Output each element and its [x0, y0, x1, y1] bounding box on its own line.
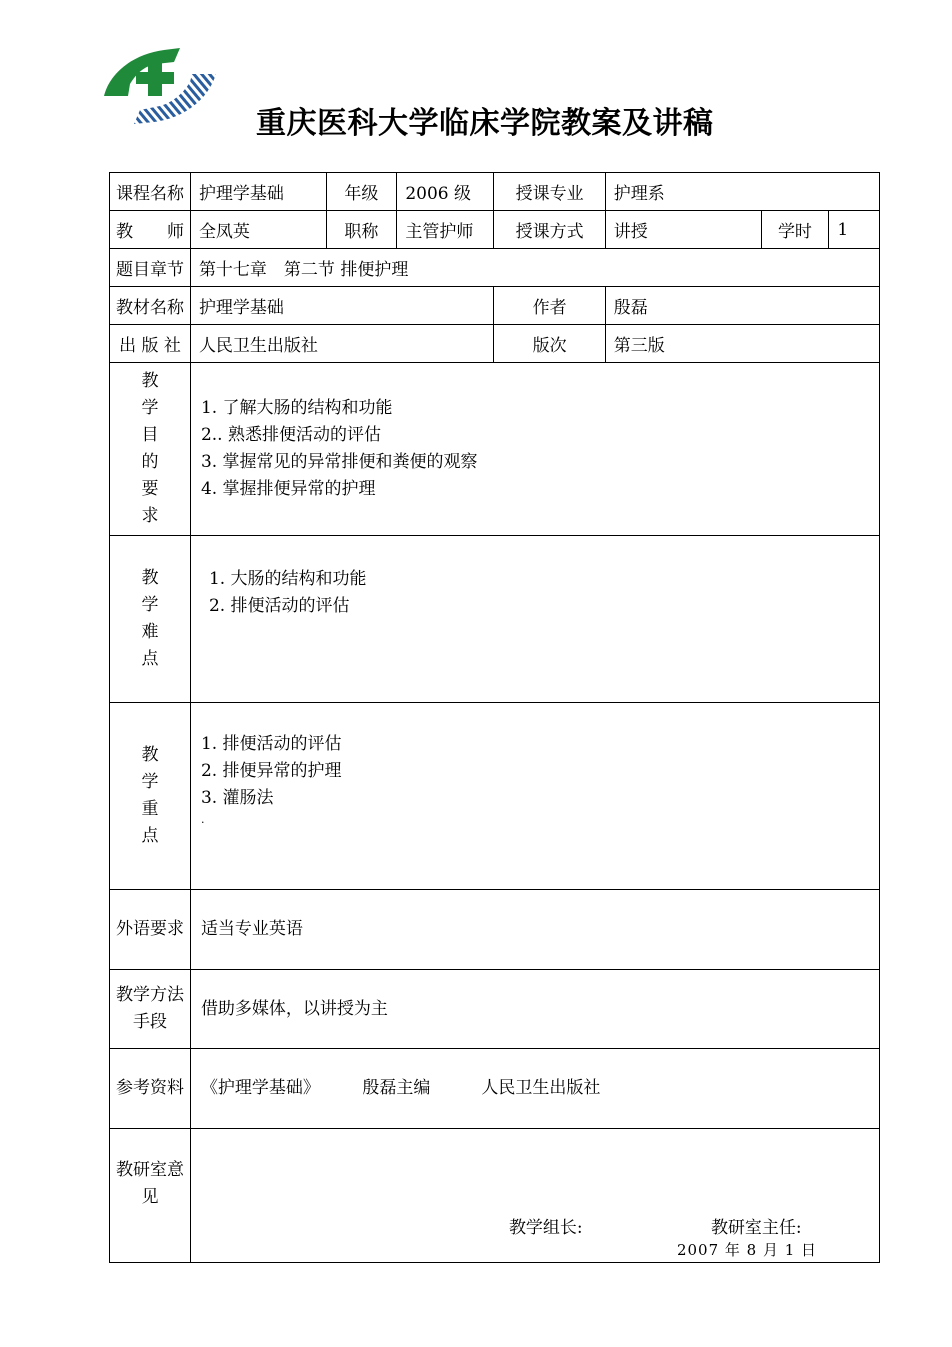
course-label: 课程名称 — [110, 173, 191, 211]
key-points-list — [190, 703, 879, 890]
list-item: 3. 灌肠法 — [200, 788, 274, 808]
list-item: 2. 排便异常的护理 — [200, 761, 342, 781]
objectives-label: 教 学 目 的 要 求 — [110, 363, 191, 536]
teaching-mode-label: 授课方式 — [494, 211, 605, 249]
department-opinion-row — [110, 1129, 880, 1263]
key-points-label: 教 学 重 点 — [110, 703, 191, 890]
hours-label: 学时 — [761, 211, 829, 249]
textbook-label: 教材名称 — [110, 287, 191, 325]
author-value: 殷磊 — [605, 287, 879, 325]
major-label: 授课专业 — [494, 173, 605, 211]
teaching-mode-value: 讲授 — [605, 211, 761, 249]
references-row — [110, 1049, 880, 1129]
hours-value: 1 — [829, 211, 880, 249]
page-title: 重庆医科大学临床学院教案及讲稿 — [256, 106, 714, 141]
teaching-method-row — [110, 970, 880, 1049]
department-opinion-label: 教研室意见 — [110, 1129, 191, 1263]
list-item: 4. 掌握排便异常的护理 — [200, 479, 376, 499]
objectives-list — [190, 363, 879, 536]
teacher-value: 全凤英 — [190, 211, 326, 249]
difficulties-list — [190, 536, 879, 703]
course-value: 护理学基础 — [190, 173, 326, 211]
chapter-label: 题目章节 — [110, 249, 191, 287]
rank-value: 主管护师 — [397, 211, 494, 249]
teaching-method-label: 教学方法手段 — [110, 970, 191, 1049]
publisher-label: 出 版 社 — [110, 325, 191, 363]
signature-date: 2007 年 8 月 1 日 — [676, 1241, 818, 1259]
list-item: . — [200, 813, 205, 826]
author-label: 作者 — [494, 287, 605, 325]
edition-label: 版次 — [494, 325, 605, 363]
hospital-cross-logo-icon — [104, 44, 216, 126]
foreign-language-row — [110, 890, 880, 970]
list-item: 1. 排便活动的评估 — [200, 734, 342, 754]
publisher-value: 人民卫生出版社 — [190, 325, 494, 363]
grade-label: 年级 — [326, 173, 397, 211]
foreign-language-label: 外语要求 — [110, 890, 191, 970]
list-item: 1. 大肠的结构和功能 — [208, 569, 367, 589]
key-points-row — [110, 703, 880, 890]
objectives-row — [110, 363, 880, 536]
textbook-row — [110, 287, 880, 325]
list-item: 3. 掌握常见的异常排便和粪便的观察 — [200, 452, 478, 472]
lesson-plan-table — [109, 172, 880, 1263]
difficulties-label: 教 学 难 点 — [110, 536, 191, 703]
edition-value: 第三版 — [605, 325, 879, 363]
course-row — [110, 173, 880, 211]
director-signature-label: 教研室主任: — [710, 1218, 802, 1238]
references-value: 《护理学基础》 殷磊主编 人民卫生出版社 — [190, 1049, 879, 1129]
teaching-method-value: 借助多媒体，以讲授为主 — [190, 970, 879, 1049]
textbook-value: 护理学基础 — [190, 287, 494, 325]
rank-label: 职称 — [326, 211, 397, 249]
list-item: 2.. 熟悉排便活动的评估 — [200, 425, 381, 445]
difficulties-row — [110, 536, 880, 703]
chapter-value: 第十七章 第二节 排便护理 — [190, 249, 879, 287]
teacher-row — [110, 211, 880, 249]
major-value: 护理系 — [605, 173, 879, 211]
list-item: 2. 排便活动的评估 — [208, 596, 350, 616]
list-item: 1. 了解大肠的结构和功能 — [200, 398, 393, 418]
publisher-row — [110, 325, 880, 363]
chapter-row — [110, 249, 880, 287]
references-label: 参考资料 — [110, 1049, 191, 1129]
foreign-language-value: 适当专业英语 — [190, 890, 879, 970]
grade-value: 2006 级 — [397, 173, 494, 211]
teacher-label: 教 师 — [110, 211, 191, 249]
department-opinion-signature-area — [190, 1129, 879, 1263]
group-leader-signature-label: 教学组长: — [508, 1218, 583, 1238]
